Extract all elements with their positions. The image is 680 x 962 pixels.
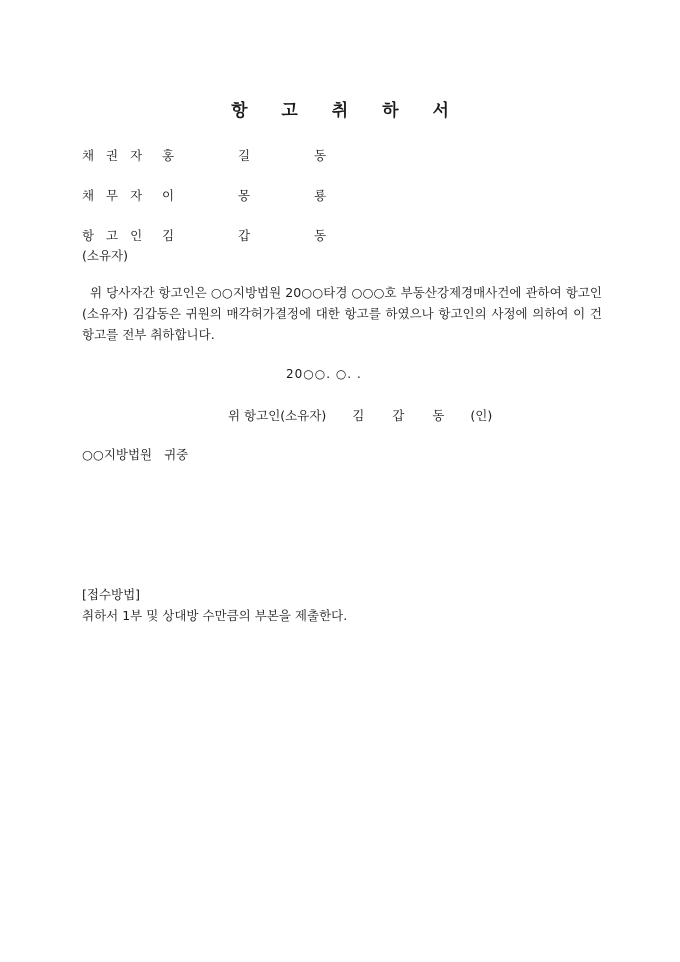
party-name-value: 김 갑 동 — [161, 228, 357, 243]
signature-seal: (인) — [470, 408, 493, 423]
signature-label: 위 항고인(소유자) — [228, 408, 327, 423]
party-role-label: 채 무 자 — [82, 188, 147, 203]
party-creditor — [82, 146, 356, 164]
party-role-label: 채 권 자 — [82, 148, 147, 163]
document-date: 20○○. ○. . — [286, 367, 362, 381]
court-addressee: ○○지방법원 귀중 — [82, 447, 189, 462]
party-appellant — [82, 226, 356, 244]
body-paragraph: 위 당사자간 항고인은 ○○지방법원 20○○타경 ○○○호 부동산강제경매사건에 관하여 항고인(소유자) 김갑동은 귀원의 매각허가결정에 대한 항고를 하였으나 항고인의 사정에 의하여 이 건 항고를 전부 취하합니다. — [82, 285, 602, 342]
document-title: 항 고 취 하 서 — [231, 101, 463, 121]
signature-name: 김 갑 동 — [352, 408, 457, 423]
party-name-value: 이 몽 룡 — [161, 188, 357, 203]
party-name-value: 홍 길 동 — [161, 148, 357, 163]
filing-method-text: 취하서 1부 및 상대방 수만큼의 부본을 제출한다. — [82, 608, 348, 623]
party-role-label: 항 고 인 — [82, 228, 147, 243]
filing-method-heading: [접수방법] — [82, 587, 141, 602]
party-appellant-subtitle: (소유자) — [82, 248, 128, 263]
party-debtor — [82, 186, 356, 204]
signature-line — [228, 406, 492, 424]
